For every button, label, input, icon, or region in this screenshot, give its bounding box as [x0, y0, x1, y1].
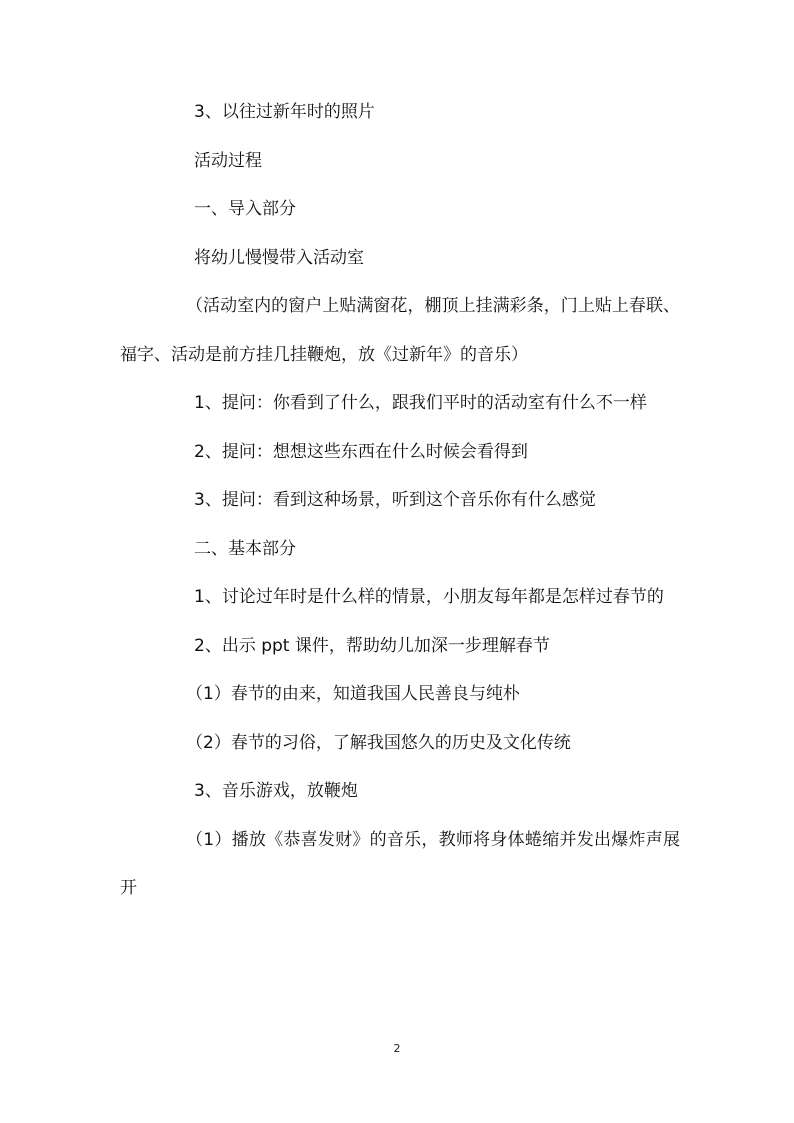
paragraph-discussion: 1、讨论过年时是什么样的情景，小朋友每年都是怎样过春节的: [194, 587, 664, 607]
paragraph-ppt-courseware: 2、出示 ppt 课件，帮助幼儿加深一步理解春节: [194, 635, 550, 656]
paragraph-lead-children: 将幼儿慢慢带入活动室: [194, 247, 364, 268]
paragraph-spring-festival-customs: （2）春节的习俗，了解我国悠久的历史及文化传统: [186, 732, 571, 753]
paragraph-question-1: 1、提问：你看到了什么，跟我们平时的活动室有什么不一样: [194, 393, 647, 413]
paragraph-question-2: 2、提问：想想这些东西在什么时候会看得到: [194, 441, 528, 462]
page-number: 2: [393, 1042, 401, 1055]
paragraph-question-3: 3、提问：看到这种场景，听到这个音乐你有什么感觉: [194, 490, 596, 510]
paragraph-music-game: 3、音乐游戏，放鞭炮: [194, 781, 358, 801]
heading-activity-process: 活动过程: [194, 150, 262, 171]
paragraph-spring-festival-origin: （1）春节的由来，知道我国人民善良与纯朴: [186, 684, 520, 704]
heading-introduction-part: 一、导入部分: [194, 199, 296, 219]
paragraph-materials-photos: 3、以往过新年时的照片: [194, 102, 375, 122]
document-body: [120, 88, 680, 913]
heading-basic-part: 二、基本部分: [194, 538, 296, 559]
paragraph-play-music: （1）播放《恭喜发财》的音乐，教师将身体蜷缩并发出爆炸声展开: [120, 829, 680, 898]
paragraph-room-decoration: （活动室内的窗户上贴满窗花，棚顶上挂满彩条，门上贴上春联、福字、活动是前方挂几挂鞭炮，放《过新年》的音乐）: [120, 296, 680, 365]
